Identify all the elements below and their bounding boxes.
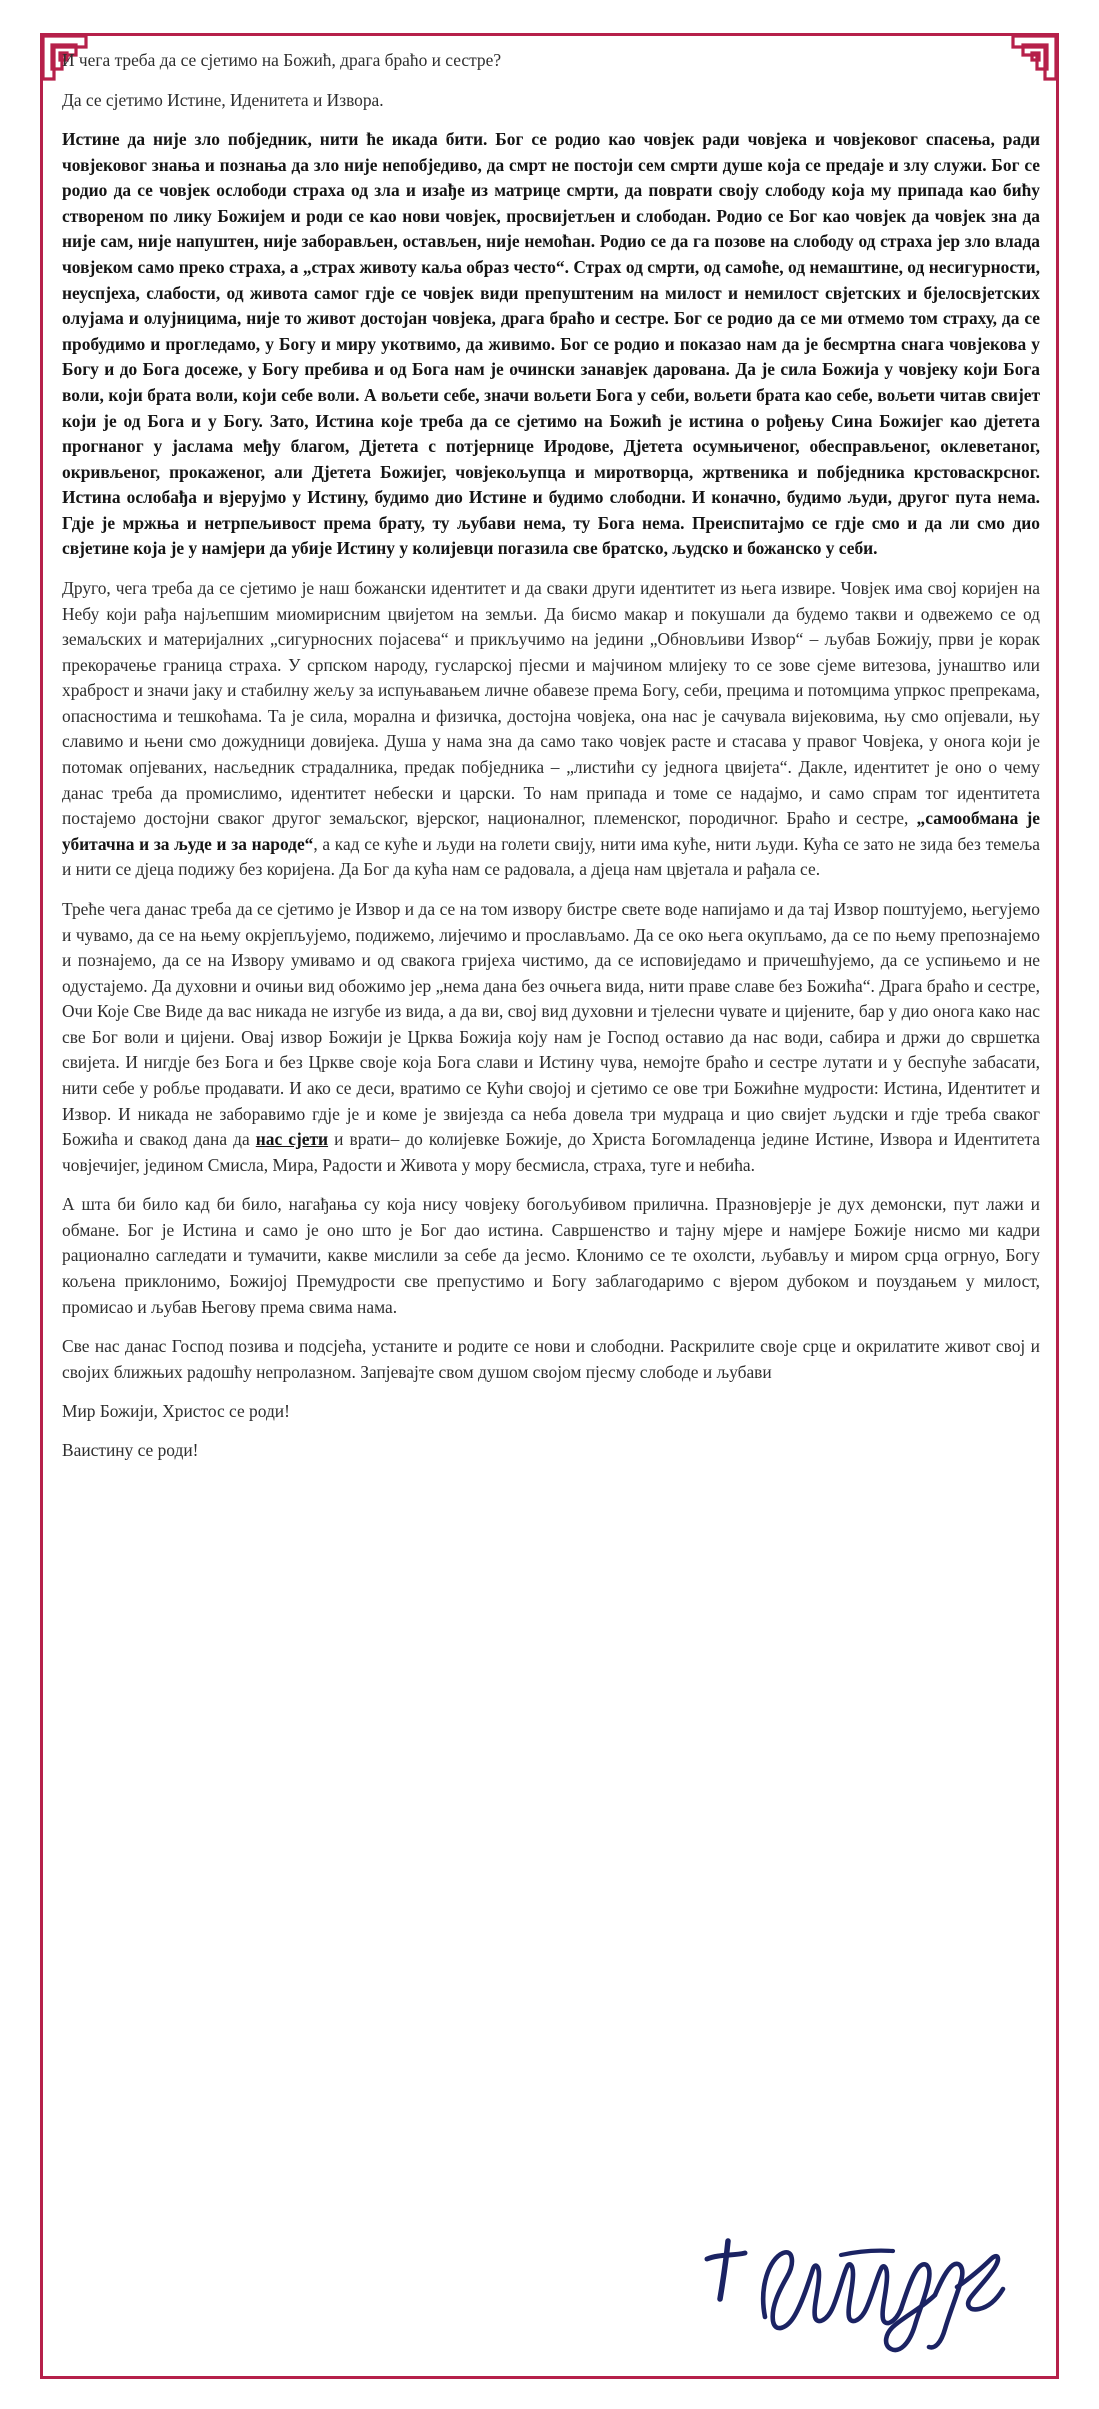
paragraph-opening-answer: Да се сјетимо Истине, Иденитета и Извора. (62, 89, 384, 110)
paragraph-closing-response: Ваистину се роди! (62, 1439, 199, 1460)
cross-icon (707, 2241, 745, 2299)
segment-text: Друго, чега треба да се сјетимо је наш божански идентитет и да сваки други идентитет из њега извире. Човјек има свој коријен на Небу који рађа најљепшим миомирисним цвијетом на земљи. Да бисмо макар и покушали да будемо такви и одвежемо се од земаљских и материјалних „сигурносних појасева“ и прикључимо на једини „Обновљиви Извор“ – љубав Божију, први је корак прекорачење граница страха. У српском народу, гусларској пјесми и мајчином млијеку то се зове сјеме витезова, јунаштво или храброст и значи јаку и стабилну жељу за испуњавањем личне обавезе према Богу, себи, прецима и потомцима упркос препрекама, опасностима и тешкоћама. Та је сила, морална и физичка, достојна човјека, она нас је сачувала вијековима, њу смо опјевали, њу славимо и њени смо дожудници довијека. Душа у нама зна да само тако човјек расте и стасава у правог Човјека, у онога који је потомак опјеваних, насљедник страдалника, предак побједника – „листићи су једнога цвијета“. Дакле, идентитет је оно о чему данас треба да промислимо, идентитет небески и царски. То нам припада и томе се надајмо, и само спрам тог идентитета постајемо достојни сваког другог земаљског, вјерског, националног, племенског, породичног. Браћо и сестре, (62, 577, 1040, 829)
paragraph-fourth-superstition: А шта би било кад би било, нагађања су која нису човјеку богољубивом прилична. Празновјерје је дух демонски, пут лажи и обмане. Бог је Истина и само је оно што је Бог дао истина. Савршенство и тајну мјере и намјере Божије нисмо ми кадри рационално сагледати и тумачити, какве мислили за себе да јесмо. Клонимо се те охолсти, љубављу и миром срца огрнуо, Богу кољена приклонимо, Божијој Премудрости све препустимо и Богу заблагодаримо с вјером дубоком и поуздањем у милост, промисао и љубав Његову према свима нама. (62, 1194, 1040, 1317)
paragraph-opening-question: И чега треба да се сјетимо на Божић, драга браћо и сестре? (62, 50, 502, 70)
epistle-text-body (62, 48, 1040, 1463)
underlined-bold-phrase-nas-sjeti: нас сјети (255, 1129, 329, 1150)
handwritten-signature (695, 2229, 1025, 2357)
paragraph-second-identity (62, 576, 1040, 883)
paragraph-third-source (62, 897, 1040, 1178)
quoted-bold-phrase-samoobmana: „самообмана је убитачна и за људе и за народе“ (62, 808, 1041, 854)
paragraph-first-truth: Истине да није зло побједник, нити ће икада бити. Бог се родио као човјек ради човјека и човјековог спасења, ради човјековог знања и познања да зло није непобједиво, да смрт не постоји сем смрти душе која се предаје и злу служи. Бог се родио да се човјек ослободи страха од зла и изађе из матрице смрти, да поврати своју слободу која му припада као бићу створеном по лику Божијем и роди се као нови човјек, просвијетљен и слободан. Родио се Бог као човјек да човјек зна да није сам, није напуштен, није заборављен, остављен, није немоћан. Родио се да га позове на слободу од страха јер зло влада човјеком само преко страха, а „страх животу каља образ често“. Страх од смрти, од самоће, од немаштине, од несигурности, неуспјеха, слабости, од живота самог гдје се човјек види препуштеним на милост и немилост свјетских и бјелосвјетских олујама и олујницима, није то живот достојан човјека, драга браћо и сестре. Бог се родио да се ми отмемо том страху, да се пробудимо и прогледамо, у Богу и миру укотвимо, да живимо. Бог се родио и показао нам да је бесмртна снага човјекова у Богу и до Бога досеже, у Богу пребива и од Бога нам је очински занавјек дарована. Да је сила Божија у човјеку који Бога воли, који брата воли, који себе воли. А вољети себе, значи вољети Бога у себи, вољети брата као себе, вољети читав свијет који је од Бога и у Богу. Зато, Истина које треба да се сјетимо на Божић је истина о рођењу Сина Божијег као дјетета прогнаног у јаслама међу благом, Дјетета с потјернице Иродове, Дјетета осумњиченог, обесправљеног, оклеветаног, окривљеног, прокаженог, али Дјетета Божијег, човјекољупца и миротворца, жртвеника и побједника крстоваскрсног. Истина ослобађа и вјерујмо у Истину, будимо дио Истине и будимо слободни. И коначно, будимо људи, другог пута нема. Гдје је мржња и нетрпељивост према брату, ту љубави нема, ту Бога нема. Преиспитајмо се гдје смо и да ли смо дио свјетине која је у намјери да убије Истину у колијевци погазила све братско, људско и божанско у себи. (62, 129, 1040, 559)
segment-text: , а кад се куће и људи на голети свију, нити има куће, нити људи. Кућа се зато не зида без темеља и нити се дјеца подижу без коријена. Да Бог да кућа нам се радовала, а дјеца нам цвјетала и рађала се. (62, 833, 1040, 880)
paragraph-fifth-call: Све нас данас Господ позива и подсјећа, устаните и родите се нови и слободни. Раскрилите своје срце и окрилатите живот свој и својих ближњих радошћу непролазном. Запјевајте свом душом својом пјесму слободе и љубави (62, 1336, 1040, 1382)
paragraph-closing-greeting: Мир Божији, Христос се роди! (62, 1401, 290, 1422)
segment-text: Треће чега данас треба да се сјетимо је Извор и да се на том извору бистре свете воде напијамо и да тај Извор поштујемо, његујемо и чувамо, да се на њему окрјепљујемо, подижемо, лијечимо и прослављамо. Да се око њега окупљамо, да се по њему препознајемо и познајемо, да се на Извору умивамо и од свакога гријеха чистимо, да се исповиједамо и причешћујемо, да се успињемо и не одустајемо. Да духовни и очињи вид обожимо јер „нема дана без очњега вида, нити праве славе без Божића“. Драга браћо и сестре, Очи Које Све Виде да вас никада не изгубе из вида, а да ви, свој вид духовни и тјелесни чувате и цијените, бар у дио онога како нас све Бог воли и цијени. Овај извор Божији је Црква Божија коју нам је Господ оставио да нас води, сабира и држи до свршетка свијета. И нигдје без Бога и без Цркве своје која Бога слави и Истину чува, немојте браћо и сестре лутати и у беспуће забасати, нити себе у робље продавати. И ако се деси, вратимо се Кући својој и сјетимо се ове три Божићне мудрости: Истина, Идентитет и Извор. И никада не заборавимо гдје је и коме је звијезда са неба довела три мудраца и цио свијет људски и гдје треба сваког Божића и свакод дана да (62, 898, 1040, 1150)
signature-script (763, 2251, 1003, 2350)
segment-text: и врати– до колијевке Божије, до Христа Богомладенца једине Истине, Извора и Идентитета човјечијег, једином Смисла, Мира, Радости и Живота у мору бесмисла, страха, туге и небића. (62, 1129, 1041, 1175)
